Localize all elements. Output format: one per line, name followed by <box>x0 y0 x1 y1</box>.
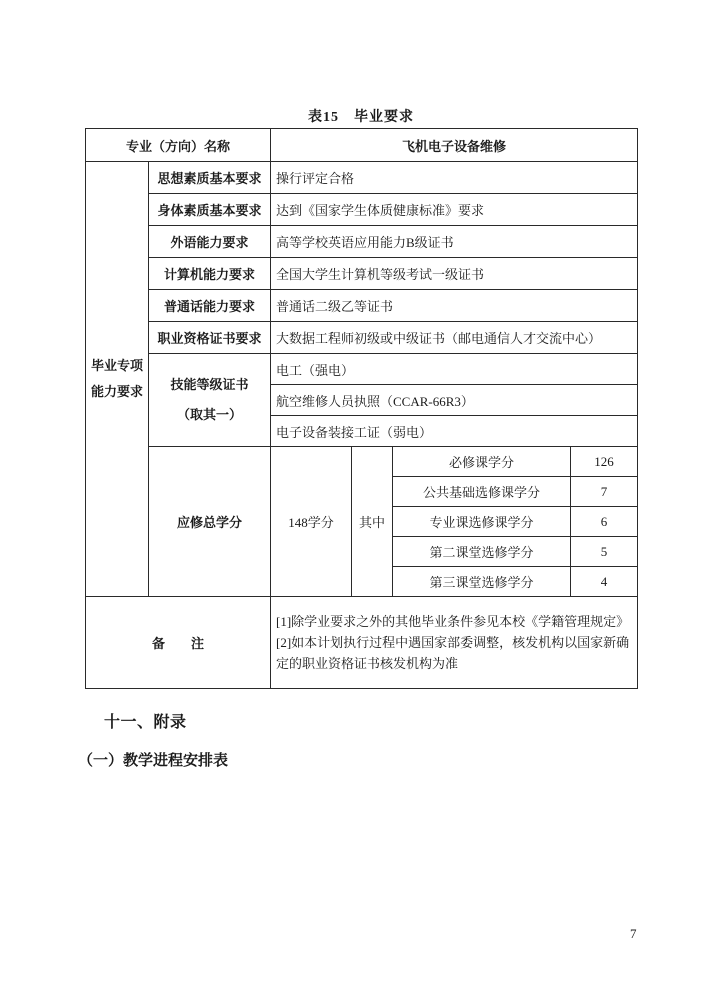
table-row <box>86 290 638 322</box>
requirement-value: 全国大学生计算机等级考试一级证书 <box>271 258 638 290</box>
section-heading: 十一、附录 <box>104 714 187 731</box>
credit-breakdown-value: 4 <box>571 567 638 597</box>
remarks-line-1: [1]除学业要求之外的其他毕业条件参见本校《学籍管理规定》 <box>276 614 630 629</box>
requirement-label: 计算机能力要求 <box>149 258 271 290</box>
credit-breakdown-label: 公共基础选修课学分 <box>393 477 571 507</box>
skill-cert-label <box>149 354 271 447</box>
left-span-line1: 毕业专项 <box>90 358 143 373</box>
table-row <box>86 322 638 354</box>
requirement-value: 操行评定合格 <box>271 162 638 194</box>
credit-breakdown-label: 第三课堂选修学分 <box>393 567 571 597</box>
page-number: 7 <box>630 926 637 941</box>
total-credits-value: 148学分 <box>271 447 352 597</box>
major-name-label: 专业（方向）名称 <box>86 129 271 162</box>
remarks-content <box>271 597 638 689</box>
remarks-line-2: [2]如本计划执行过程中遇国家部委调整，核发机构以国家新确定的职业资格证书核发机构为准 <box>276 635 630 671</box>
requirement-value: 达到《国家学生体质健康标准》要求 <box>271 194 638 226</box>
total-credits-label: 应修总学分 <box>149 447 271 597</box>
major-name-value: 飞机电子设备维修 <box>271 129 638 162</box>
credit-breakdown-value: 126 <box>571 447 638 477</box>
skill-cert-option: 航空维修人员执照（CCAR-66R3） <box>271 385 638 416</box>
section-subheading: （一）教学进程安排表 <box>78 753 229 769</box>
credit-breakdown-label: 专业课选修课学分 <box>393 507 571 537</box>
skill-cert-label-line1: 技能等级证书 <box>170 377 249 392</box>
requirement-value: 普通话二级乙等证书 <box>271 290 638 322</box>
credit-breakdown-label: 必修课学分 <box>393 447 571 477</box>
table-row <box>86 194 638 226</box>
left-span-label <box>86 162 149 597</box>
credit-breakdown-value: 6 <box>571 507 638 537</box>
table-row <box>86 354 638 385</box>
skill-cert-option: 电子设备装接工证（弱电） <box>271 416 638 447</box>
table-row <box>86 447 638 477</box>
requirement-label: 身体素质基本要求 <box>149 194 271 226</box>
table-row <box>86 258 638 290</box>
skill-cert-option: 电工（强电） <box>271 354 638 385</box>
requirement-label: 普通话能力要求 <box>149 290 271 322</box>
table-row <box>86 162 638 194</box>
table-header-row <box>86 129 638 162</box>
table-title: 表15 毕业要求 <box>308 110 414 125</box>
remarks-label: 备 注 <box>86 597 271 689</box>
graduation-requirements-table <box>85 128 638 689</box>
table-row <box>86 226 638 258</box>
requirement-label: 思想素质基本要求 <box>149 162 271 194</box>
credit-breakdown-label: 第二课堂选修学分 <box>393 537 571 567</box>
requirement-value: 高等学校英语应用能力B级证书 <box>271 226 638 258</box>
credit-breakdown-value: 7 <box>571 477 638 507</box>
requirement-label: 外语能力要求 <box>149 226 271 258</box>
credit-breakdown-value: 5 <box>571 537 638 567</box>
requirement-value: 大数据工程师初级或中级证书（邮电通信人才交流中心） <box>271 322 638 354</box>
requirement-label: 职业资格证书要求 <box>149 322 271 354</box>
skill-cert-label-line2: （取其一） <box>177 407 243 422</box>
among-label: 其中 <box>352 447 393 597</box>
left-span-line2: 能力要求 <box>90 384 143 399</box>
table-row <box>86 597 638 689</box>
